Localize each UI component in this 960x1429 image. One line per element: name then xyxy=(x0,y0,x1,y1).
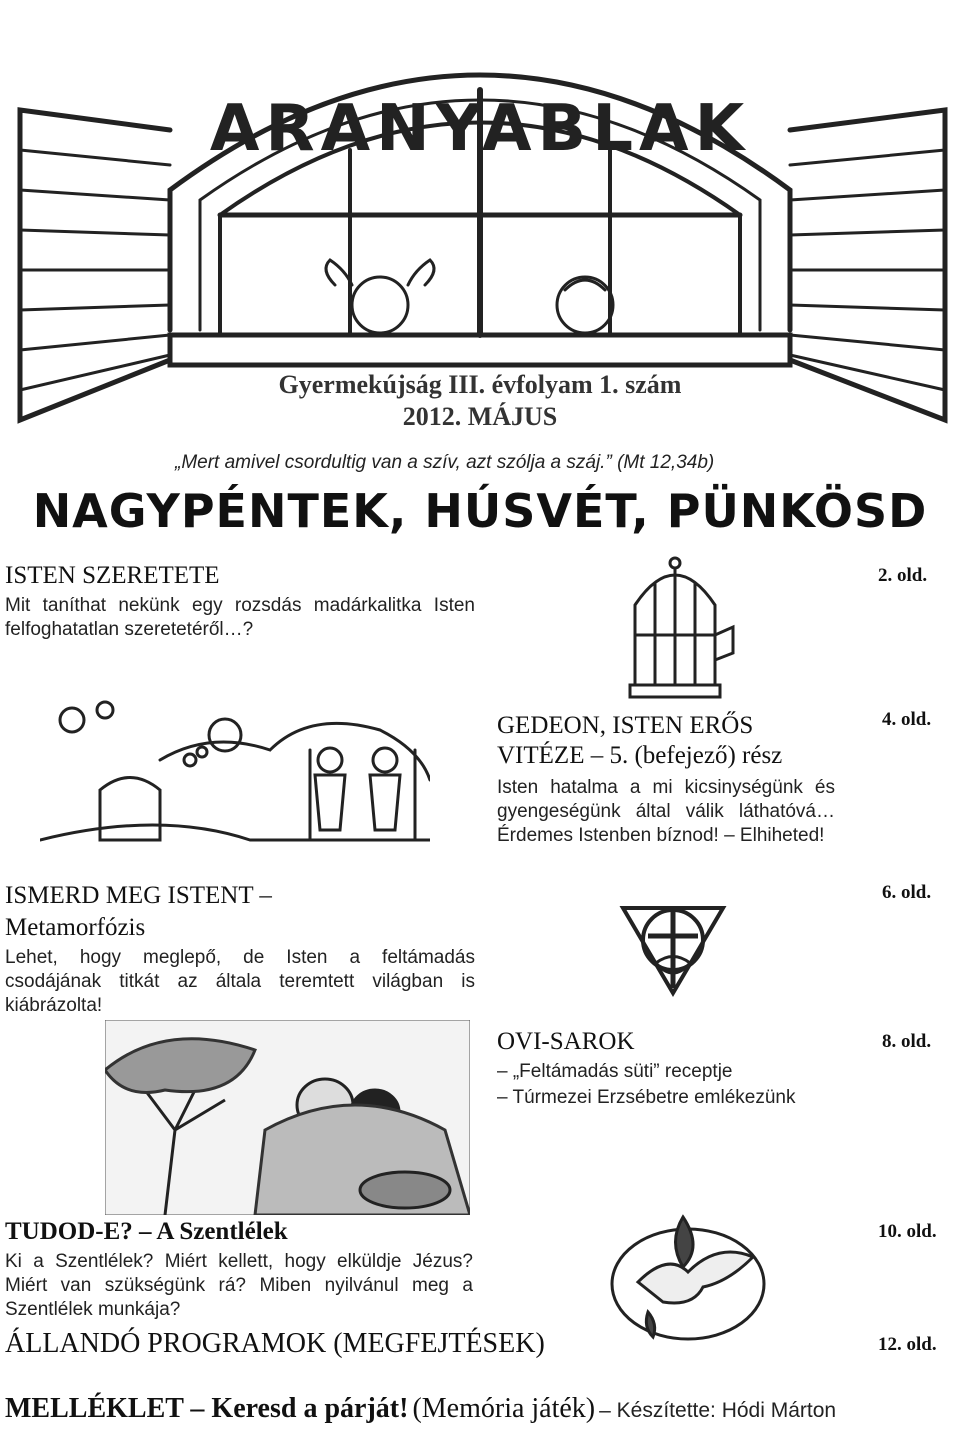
issue-headline: NAGYPÉNTEK, HÚSVÉT, PÜNKÖSD xyxy=(32,484,928,538)
supplement-subtitle: (Memória játék) xyxy=(412,1393,596,1424)
section-text-gedeon: Isten hatalma a mi kicsinységünk és gyengeségünk által válik láthatóvá… Érdemes Istenben bíznod! – Elhiheted! xyxy=(497,777,835,846)
ovi-item-recipe: – „Feltámadás süti” receptje xyxy=(497,1061,733,1082)
supplement-credit: – Készítette: Hódi Márton xyxy=(599,1399,837,1422)
section-title-ismerd-line1: ISMERD MEG ISTENT – xyxy=(5,882,272,909)
issue-date: 2012. MÁJUS xyxy=(402,402,558,431)
section-text-ismerd: Lehet, hogy meglepő, de Isten a feltámadás csodájának titkát az általa teremtett világban is kiábrázolta! xyxy=(5,947,475,1016)
section-title-allando-programok: ÁLLANDÓ PROGRAMOK (MEGFEJTÉSEK) xyxy=(5,1328,545,1359)
page-ref-ovi-sarok: 8. old. xyxy=(882,1031,932,1052)
cross-butterfly-emblem xyxy=(618,888,728,998)
magazine-title: ARANYABLAK xyxy=(209,92,751,166)
page-ref-isten-szeretete: 2. old. xyxy=(878,565,928,586)
section-title-gedeon-line2: VITÉZE – 5. (befejező) rész xyxy=(497,742,783,769)
resurrection-tomb-sketch xyxy=(105,1020,470,1215)
ovi-item-turmezei: – Túrmezei Erzsébetre emlékezünk xyxy=(497,1087,796,1108)
supplement-line xyxy=(5,1395,836,1423)
issue-line: Gyermekújság III. évfolyam 1. szám xyxy=(278,370,682,399)
section-title-tudod-e: TUDOD-E? – A Szentlélek xyxy=(5,1218,288,1245)
dove-flame-emblem xyxy=(608,1212,768,1347)
gideon-soldiers-sketch xyxy=(40,690,430,850)
birdcage-illustration xyxy=(615,555,735,705)
page-ref-ismerd: 6. old. xyxy=(882,882,932,903)
supplement-title: MELLÉKLET – Keresd a párját! xyxy=(5,1393,409,1424)
section-title-ovi-sarok: OVI-SAROK xyxy=(497,1028,635,1055)
section-title-ismerd-line2: Metamorfózis xyxy=(5,914,146,941)
section-title-isten-szeretete: ISTEN SZERETETE xyxy=(5,562,220,589)
page-ref-allando-programok: 12. old. xyxy=(878,1334,937,1355)
section-title-gedeon-line1: GEDEON, ISTEN ERŐS xyxy=(497,712,754,739)
section-text-tudod-e: Ki a Szentlélek? Miért kellett, hogy elküldje Jézus? Miért van szükségünk rá? Miben nyilvánul meg a Szentlélek munkája? xyxy=(5,1251,473,1320)
section-text-isten-szeretete: Mit taníthat nekünk egy rozsdás madárkalitka Isten felfoghatatlan szeretetéről…? xyxy=(5,595,475,640)
motto-quote: „Mert amivel csordultig van a szív, azt szólja a száj.” (Mt 12,34b) xyxy=(175,452,715,473)
page-ref-tudod-e: 10. old. xyxy=(878,1221,937,1242)
page-ref-gedeon: 4. old. xyxy=(882,709,932,730)
